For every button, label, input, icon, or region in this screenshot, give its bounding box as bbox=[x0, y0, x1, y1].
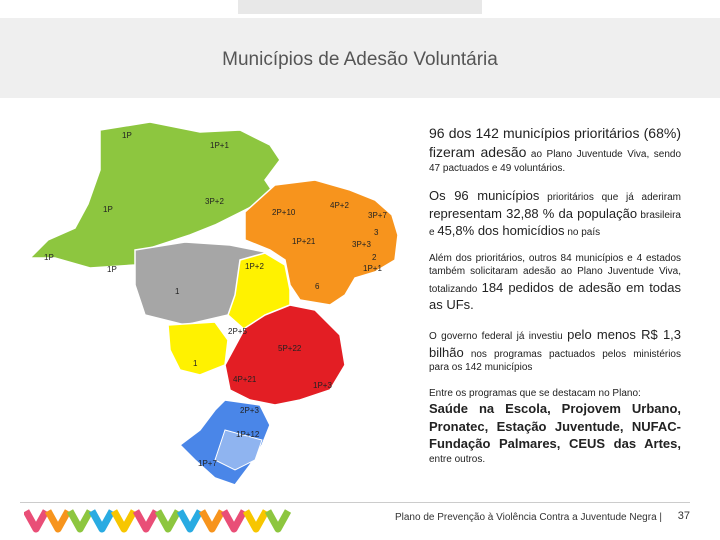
accent-bar bbox=[238, 0, 482, 14]
p4-c: nos programas pactuados pelos ministérios para os 142 municípios bbox=[429, 348, 681, 374]
p4-a: O governo federal já investiu bbox=[429, 331, 563, 343]
map-label: 1P+7 bbox=[198, 459, 217, 468]
logo-pattern bbox=[26, 511, 288, 529]
paragraph-investimento bbox=[429, 326, 681, 375]
map-label: 3P+7 bbox=[368, 211, 387, 220]
region-ms bbox=[168, 322, 228, 375]
map-label: 2P+5 bbox=[228, 327, 247, 336]
map-label: 1P bbox=[122, 131, 132, 140]
map-label: 6 bbox=[315, 282, 320, 291]
paragraph-pedidos bbox=[429, 252, 681, 314]
map-label: 4P+21 bbox=[233, 375, 257, 384]
paragraph-adesao bbox=[429, 124, 681, 175]
p1-rest: ao Plano Juventude Viva, sendo 47 pactuados e 49 voluntários. bbox=[429, 148, 682, 174]
p2-d: brasileira e bbox=[429, 209, 681, 239]
footer-divider bbox=[20, 502, 690, 503]
map-label: 3 bbox=[374, 228, 379, 237]
paragraph-populacao bbox=[429, 187, 681, 240]
map-label: 1P+1 bbox=[210, 141, 229, 150]
map-label: 1P bbox=[103, 205, 113, 214]
map-label: 4P+2 bbox=[330, 201, 349, 210]
paragraph-programas bbox=[429, 387, 681, 467]
map-label: 1P+1 bbox=[363, 264, 382, 273]
p4-b: pelo menos R$ 1,3 bilhão bbox=[429, 327, 682, 360]
map-label: 1P+12 bbox=[236, 430, 260, 439]
p3-b: 184 pedidos de adesão em todas as UFs. bbox=[429, 279, 681, 313]
p2-f: no país bbox=[567, 227, 601, 239]
map-label: 1 bbox=[175, 287, 180, 296]
p2-b: prioritários que já aderiram bbox=[547, 192, 681, 204]
page-title: Municípios de Adesão Voluntária bbox=[222, 49, 498, 70]
map-label: 5P+22 bbox=[278, 344, 302, 353]
juventude-viva-logo bbox=[24, 505, 294, 535]
map-label: 1 bbox=[193, 359, 198, 368]
map-label: 1P+21 bbox=[292, 237, 316, 246]
map-label: 3P+2 bbox=[205, 197, 224, 206]
map-label: 1P+3 bbox=[313, 381, 332, 390]
p5-c: entre outros. bbox=[429, 453, 486, 465]
map-label: 1P bbox=[44, 253, 54, 262]
p2-a: Os 96 municípios bbox=[429, 188, 540, 204]
programs-list: Saúde na Escola, Projovem Urbano, Pronatec, Estação Juventude, NUFAC-Fundação Palmares, CEUS das Artes, bbox=[429, 401, 681, 452]
map-label: 2 bbox=[372, 253, 377, 262]
p1-lead: 96 dos 142 municípios prioritários (68%) fizeram adesão bbox=[429, 125, 681, 160]
p2-c: representam 32,88 % da população bbox=[429, 205, 638, 221]
map-label: 3P+3 bbox=[352, 240, 371, 249]
page-number: 37 bbox=[677, 510, 690, 522]
footer-text bbox=[395, 512, 662, 523]
p5-a: Entre os programas que se destacam no Plano: bbox=[429, 387, 641, 399]
footer-label: Plano de Prevenção à Violência Contra a Juventude Negra | bbox=[394, 512, 662, 523]
info-panel bbox=[429, 124, 681, 466]
map-label: 2P+3 bbox=[240, 406, 259, 415]
brazil-map bbox=[0, 100, 420, 500]
map-label: 2P+10 bbox=[272, 208, 296, 217]
map-label: 1P+2 bbox=[245, 262, 264, 271]
p2-e: 45,8% dos homicídios bbox=[437, 223, 565, 239]
p3-a: Além dos prioritários, outros 84 municípios e 4 estados também solicitaram adesão ao Plano Juventude Viva, totalizando bbox=[429, 252, 681, 295]
map-label: 1P bbox=[107, 265, 117, 274]
